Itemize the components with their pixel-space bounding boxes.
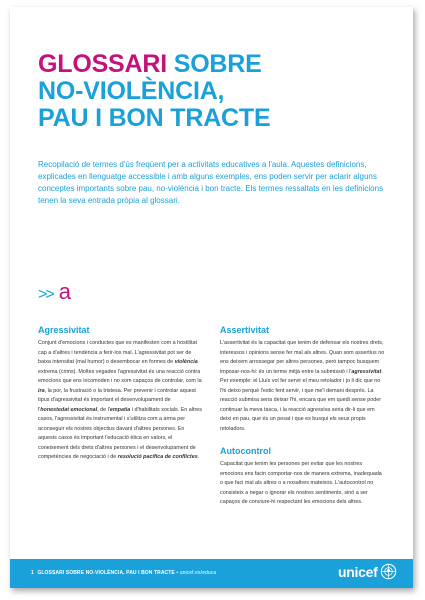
definition-autocontrol: Capacitat que tenim les persones per evitar que les nostres emocions ens facin comportar-nos de manera extrema, inadequada o que faci mal als altres o a nosaltres mateixos. L'autocontrol no consisteix a negar o ignorar els nostres sentiments, sinó a ser capaços de conviure-hi respectant les emocions dels altres. (220, 461, 382, 505)
term-autocontrol: Autocontrol (220, 446, 271, 456)
section-letter-heading (38, 279, 71, 305)
footer-site: unicef.es/educa (179, 570, 217, 576)
link-term-resolucio-pacifica: resolució pacífica de conflictes (117, 454, 198, 460)
double-chevron-icon: >> (38, 286, 53, 303)
column-right (220, 325, 385, 508)
column-left (38, 325, 203, 463)
glossary-page (10, 7, 413, 588)
link-term-agressivitat: agressivitat (351, 368, 382, 375)
term-agressivitat: Agressivitat (38, 325, 90, 335)
link-term-honestedat-emocional: honestedat emocional (40, 406, 98, 413)
link-term-empatia: empatia (109, 406, 131, 413)
title-line-2: NO-VIOLÈNCIA, (38, 77, 225, 105)
page-title (38, 51, 270, 132)
title-line-3: PAU I BON TRACTE (38, 104, 271, 132)
link-term-violencia: violència (174, 359, 198, 365)
page-number: 1 (31, 570, 34, 576)
definition-agressivitat: Conjunt d'emocions i conductes que es manifesten com a hostilitat cap a d'altres i tendència a ferir-los mal. L'agressivitat pot ser de baixa intensitat (mal humor) o desembocar en formes de violència extrema (crims). Moltes vegades l'agressivitat és una reacció contra emocions que ens incomoden i no som capaços de controlar, com la ira, la por, la frustració o la tristesa. Per prevenir i controlar aquest tipus d'agressivitat és important el desenvolupament de l'honestedat emocional, de l'empatia i d'habilitats socials. En altres casos, l'agressivitat és instrumental i s'utilitza com a arma per aconseguir els nostres objectius davant d'altres persones. En aquests casos és important l'educació ètica en valors, el coneixement dels drets d'altres persones i el desenvolupament de competències de negociació i de resolució pacífica de conflictes. (38, 340, 202, 460)
footer-caption: 1 GLOSSARI SOBRE NO-VIOLÈNCIA, PAU I BON TRACTE • unicef.es/educa (31, 570, 217, 576)
definition-assertivitat: L'assertivitat és la capacitat que tenim de defensar els nostres drets, interessos i opinions sense fer mal als altres. Quan som assertius no ens deixem arrossegar per altres persones, però tampoc busquem imposar-nos-hi: és un terme mitjà entre la submissió i l'agressivitat. Per exemple: el Lluís vol fer servir el meu retolador i jo li dic que no l'hi deixo perquè l'estic fent servir, i que me'l demani després. La reacció submisa seria deixar l'hi, encara que em quedi sense poder continuar la meva tasca, i la reacció agressiva seria dir-li que em deixi en pau, que és un pesat i que es busqui els seus propis retoladors. (220, 340, 385, 432)
term-assertivitat: Assertivitat (220, 325, 270, 335)
link-term-ira: ira (38, 387, 45, 394)
footer-title: GLOSSARI SOBRE NO-VIOLÈNCIA, PAU I BON TRACTE (37, 570, 175, 576)
title-word-sobre: SOBRE (166, 50, 262, 78)
title-word-glossari: GLOSSARI (38, 50, 167, 78)
logo-wordmark: unicef (338, 563, 378, 580)
intro-paragraph: Recopilació de termes d'ús freqüent per a activitats educatives a l'aula. Aquestes definicions, explicades en llenguatge accessible i amb alguns exemples, ens poden servir per aclarir alguns conceptes importants sobre pau, no-violència i bon tracte. Els termes ressaltats en les definicions tenen la seva entrada pròpia al glossari. (38, 160, 384, 205)
unicef-globe-icon (380, 563, 397, 580)
section-letter: a (58, 279, 71, 304)
unicef-logo (338, 563, 397, 580)
